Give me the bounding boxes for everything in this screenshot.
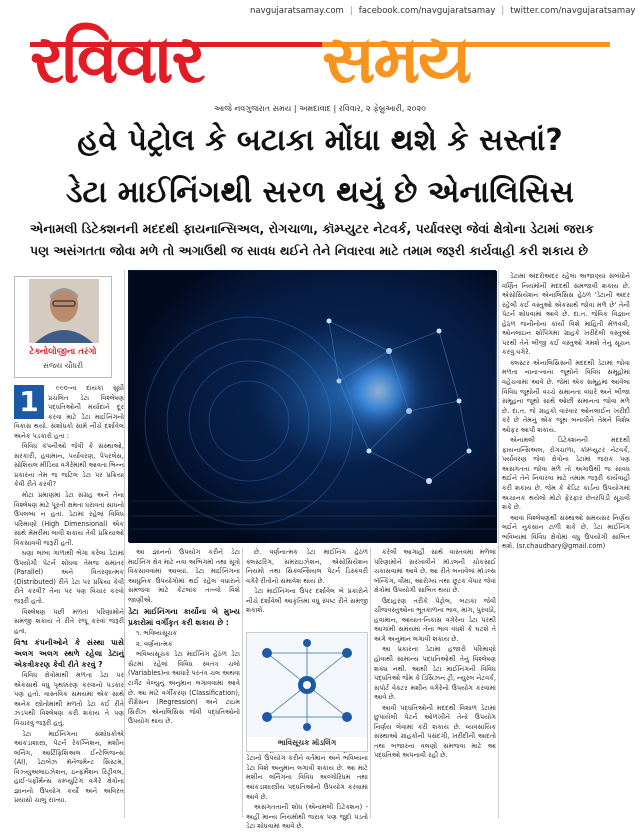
subheading: ડેટા માઈનિંગના કાર્યોના બે મુખ્ય પ્રકારોમાં વર્ગીકૃત કરી શકાય છે : — [128, 607, 240, 628]
list-item: ૧. ભવિષ્યસૂચક — [136, 629, 178, 638]
top-links-bar — [250, 4, 636, 18]
separator: | — [501, 6, 505, 16]
network-icon — [247, 633, 367, 737]
paragraph: આ જ્ઞાનનો ઉપયોગ કરીને ડેટા માઈનિંગ ક્ષેત્ર માટે નવા અભિગમો તથા સૂત્રો વિકસાવવામાં આવ્યાં. ડેટા માઈનિંગના આધુનિક ઉપયોગોમાં થઈ રહેલ વધારાને સમજવા માટે કેટલાંક તત્ત્વો વિશે જાણીએ. — [128, 548, 240, 604]
paragraph: વિવિધ કંપનીઓ જેવી કે સંસ્થાઓ, સરકારી, હવામાન, પર્યાવરણ, પેપરલેસ, સોશિયલ મીડિયા વગેરેમાંથી આવતા ભિન્ન પ્રકારના તેમ જ જટિલ ડેટા પર પ્રક્રિયા કેવી રીતે કરવી? — [14, 442, 125, 489]
paragraph: ડેટાનો ઉપયોગ કરીને વર્તમાન અને ભવિષ્યના ડેટા વિશે અનુમાન લગાવી શકાય છે. આ માટે મશીન લર્નિંગના વિવિધ અલ્ગોરિધમ તથા આંકડાશાસ્ત્રીય પદ્ધતિઓનો ઉપયોગ કરવામાં આવે છે. — [246, 754, 368, 801]
paragraph: વિશ્લેષણ પછી મળતાં પરિણામોને સમજી શકાય તે રીતે રજૂ કરવાં જરૂરી હતાં. — [14, 607, 124, 635]
dateline: આજે નવગુજરાત સમય | અમદાવાદ | રવિવાર, ૨ ફેબ્રુઆરી, ૨૦૨૦ — [214, 104, 426, 113]
column-rule — [498, 270, 499, 818]
digital-brain-illustration — [129, 271, 497, 543]
drop-cap: 1 — [14, 385, 44, 419]
site-link[interactable]: navgujaratsamay.com — [250, 6, 344, 16]
paragraph: છે. વર્ણનાત્મક ડેટા માઈનિંગ હેઠળ ક્લસ્ટરિંગ, સમરાઇઝેશન, એસોસિયેશન નિયમો તથા સિક્વન્સિયલ પેટર્ન ડિસ્કવરી વગેરે રીતોનો સમાવેશ થાય છે. — [246, 548, 368, 585]
author-avatar — [29, 279, 99, 343]
paragraph: ક્લસ્ટર એનાલિસિસની મદદથી ડેટામાં જોવા મળતા નાના-નાના જૂથોને વિવિધ સમૂહોમાં વહેંચવામાં આવે છે. જેમાં એક સમૂહમાં આવેલા વિવિધ જૂથોની વચ્ચે સમાનતા વધારે અને બીજા સમૂહના જૂથો સાથે ઓછી સમાનતા જોવા મળે છે. દા.ત. જે ગ્રાહકો વારંવાર ઓનલાઈન ખરીદી કરે છે તેમનું એક જૂથ બનાવીને તેમને વિશેષ ઓફર આપી શકાય. — [502, 358, 630, 434]
column-rule — [370, 548, 371, 818]
separator: | — [349, 6, 353, 16]
article-column-2 — [128, 548, 240, 816]
inset-image — [247, 633, 367, 737]
paragraph: ભવિષ્યસૂચક ડેટા માઈનિંગ હેઠળ ડેટા સેટમાં રહેલાં વિવિધ સ્વતંત્ર ચલો (Variables)ના આધારે પરતંત્ર ચલ અથવા ટાર્ગેટ વેલ્યુનું અનુમાન લગાવવામાં આવે છે. આ માટે વર્ગીકરણ (Classification), રીગ્રેસન (Regression) અને ટાઇમ સિરીઝ એનાલિસિસ જેવી પદ્ધતિઓનો ઉપયોગ થાય છે. — [128, 650, 240, 726]
paragraph: અસંગતતાની શોધ (એનામલી ડિટેક્શન) - અહીં માન્ય નિયમોથી જરાક પણ જુદો પડતો ડેટા શોધવામાં આવે છે. — [246, 803, 368, 831]
deck-summary: એનામલી ડિટેક્શનની મદદથી ફાયનાન્સિઅલ, રોગચાળા, કૉમ્પ્યુટર નેટવર્ક, પર્યાવરણ જેવાં ક્ષેત્રોના ડેટામાં જરાક પણ અસંગતતા જોવા મળે તો અગાઉથી જ સાવધ થઈને તેને નિવારવા માટે તમામ જરૂરી કાર્યવાહી કરી શકાય છે — [30, 221, 594, 258]
masthead — [30, 20, 610, 102]
paragraph: એનામલી ડિટેક્શનની મદદથી ફાયનાન્સિઅલ, રોગચાળા, કૉમ્પ્યુટર નેટવર્ક, પર્યાવરણ જેવાં ક્ષેત્રોના ડેટામાં જરાક પણ અસંગતતા જોવા મળે તો અગાઉથી જ સાવધ થઈને તેને નિવારવા માટે તમામ જરૂરી કાર્યવાહી કરી શકાય છે. જેમ કે ક્રેડિટ કાર્ડના ઉપયોગમાં અચાનક થયેલો મોટો ફેરફાર છેતરપિંડી સૂચવી શકે છે. — [502, 436, 630, 512]
person-icon — [29, 279, 99, 343]
paragraph: ડેટા માઈનિંગના ઉપર દર્શાવેલ બે પ્રકારોને નીચે દર્શાવેલી આકૃતિમાં વધુ સ્પષ્ટ રીતે સમજી શકાશે. — [246, 587, 368, 615]
paragraph: ડેટા માઈનિંગના સંશોધકોએ આંકડાશાસ્ત્ર, પેટર્ન રેકગ્નિશન, મશીન લર્નિંગ, આર્ટિફિશિઅલ ઈન્ટેલિજન્સ (AI), ડેટાબેઝ મૅનેજમેન્ટ સિસ્ટમ, વિઝ્યુઅલાઇઝેશન, ઇન્ફર્મેશન રિટ્રીવલ, હાઈ-પર્ફોર્મન્સ કમ્પ્યુટિંગ વગેરે ક્ષેત્રોના જ્ઞાનનો ઉપયોગ કર્યો અને અવિરત પ્રયાસો ચાલુ રાખ્યા. — [14, 729, 124, 805]
twitter-link[interactable]: twitter.com/navgujaratsamay — [510, 6, 636, 16]
inset-caption: ભાવિસૂચક મૉડલિંગ — [277, 738, 337, 747]
paragraph: ઘણા લાંબા ગાળાથી ભેગા કરેલા ડેટામાં ઉપયોગી પેટર્ન શોધવા તેમજ સમાંતર (Parallel) અને વિતરણાત્મક (Distributed) રીતે ડેટા પર પ્રક્રિયા કેવી રીતે કરવી? તેના પર પણ વિચાર કરવો જરૂરી હતો. — [14, 549, 124, 606]
article-column-1 — [14, 384, 124, 816]
headline-secondary: ડેટા માઈનિંગથી સરળ થયું છે એનાલિસિસ — [66, 175, 574, 210]
facebook-link[interactable]: facebook.com/navgujaratsamay — [358, 6, 496, 16]
feature-photo — [128, 270, 496, 542]
headline-primary: હવે પેટ્રોલ કે બટાકા મોંઘા થશે કે સસ્તાં? — [77, 123, 563, 158]
article-column-4 — [374, 548, 496, 816]
paragraph: ૯૯૦-ના દાયકા સુધી પ્રચલિત ડેટા વિશ્લેષણ પદ્ધતિઓની મર્યાદાને દૂર કરવા માટે ડેટા માઈનિંગનો વિકાસ થયો. સંશોધકો સામે નીચે દર્શાવેલ અનેક પડકારો હતા : — [14, 384, 124, 440]
column-rule — [124, 270, 125, 818]
paragraph: વિવિધ ક્ષેત્રોમાંથી મળતા ડેટા પર એકસાથે વધુ પૃથક્કરણ કરવાનો પડકાર પણ હતો. વાસ્તવિક સમયમાં એક સાથે અનેક સ્ત્રોતોમાંથી મળતો ડેટા કઈ રીતે ઝડપથી વિશ્લેષણ કરી શકાય તે પણ વિચારવું જરૂરી હતું. — [14, 671, 124, 727]
paragraph: ડેટામાં અંદરોઅંદર રહેલા અજાણ્યા સંબંધોને વર્ણિત નિયમોની મદદથી સમજાવી શકાય છે. એસોસિયેશન એનાલિસિસ હેઠળ 'ડેટાની અંદર રહેલી કઈ વસ્તુઓ એકસાથે જોવા મળે છે' તેની પેટર્ન શોધવામાં આવે છે. દા.ત. જેવિક વિજ્ઞાન હેઠળ જનીનોનાં કાર્યો વિશે માહિતી મેળવવી, ઓનલાઇન શોપિંગમાં ગ્રાહકે ખરીદેલી વસ્તુઓ પરથી તેને બીજી કઈ વસ્તુઓ ગમશે તેનું સૂચન કરવું વગેરે. — [502, 272, 630, 357]
author-box — [14, 276, 112, 378]
paragraph: કરેલી આગાહી સાથે વાસ્તવમાં મળેલાં પરિણામોને સરખાવીને મૉડલની ચોકસાઈ ચકાસવામાં આવે છે. આ રીતે બનાવેલાં મૉડલ્સ બૅન્કિંગ, વીમા, આરોગ્ય તથા છૂટક વેપાર જેવાં ક્ષેત્રોમાં ઉપયોગી સાબિત થયાં છે. — [374, 548, 496, 595]
paragraph: આ પ્રકારના ડેટામાં હજારો પરિમાણો હોવાથી સામાન્ય પદ્ધતિઓથી તેનું વિશ્લેષણ શક્ય નથી. આથી ડેટા માઈનિંગની વિવિધ પદ્ધતિઓ જેમ કે ડિસિઝન ટ્રી, ન્યુરલ નેટવર્ક, સપોર્ટ વેક્ટર મશીન વગેરેનો ઉપયોગ કરવામાં આવે છે. — [374, 645, 496, 702]
predictive-modeling-figure — [246, 632, 368, 752]
article-column-5 — [502, 272, 630, 817]
author-name: સંજય ચૌધરી — [42, 361, 84, 370]
column-rule — [242, 548, 243, 818]
paragraph: મોટા પ્રમાણમાં ડેટા સંગ્રહ અને તેના વિશ્લેષણ માટે પૂરતી ક્ષમતા ધરાવતાં સાધનો ઉપલબ્ધ ન હતાં. ડેટામાં રહેલાં વિવિધ પરિમાણો (High Dimensional) એક સાથે મેમરીમાં લાવી શકાય તેવી પ્રક્રિયાઓ વિકસાવવી જરૂરી હતી. — [14, 491, 124, 547]
list-item: ૨. વર્ણનાત્મક — [136, 639, 173, 648]
paragraph: ઉદાહરણ તરીકે પેટ્રોલ, બટાકા જેવી ચીજવસ્તુઓના ભૂતકાળના ભાવ, માંગ, પુરવઠો, હવામાન, આયાત-નિકાસ વગેરેના ડેટા પરથી આગામી સમયમાં તેના ભાવ વધશે કે ઘટશે તે અંગે અનુમાન લગાવી શકાય છે. — [374, 596, 496, 643]
subheading: વિશ્વ કંપનીઓને કે સંસ્થા પાસે અલગ અલગ સ્થળે રહેલા ડેટાનું એકત્રીકરણ કેવી રીતે કરવું ? — [14, 638, 124, 670]
masthead-title-part2: સમય — [322, 21, 471, 98]
paragraph: આવા વિશ્લેષણથી સંસ્થાઓ સમયસર નિર્ણય લઈને નુકસાન ટાળી શકે છે. ડેટા માઈનિંગ ભવિષ્યમાં વિવિધ ક્ષેત્રોમાં વધુ ઉપયોગી સાબિત થશે. (sr.chaudhary@gmail.com) — [502, 513, 630, 551]
paragraph: આવી પદ્ધતિઓની મદદથી વિશાળ ડેટામાં છુપાયેલી પેટર્ન ઓળખીને તેનો ઉપયોગ નિર્ણય લેવામાં કરી શકાય છે. વ્યવસાયિક સંસ્થાઓ ગ્રાહકોની પસંદગી, ખરીદીની આદતો તથા બજારના વલણો સમજવા માટે આ પદ્ધતિઓ અપનાવી રહી છે. — [374, 703, 496, 760]
masthead-title-part1: રવિવાર — [30, 21, 204, 98]
column-title: ટેક્નોલોજીના તરંગો — [29, 347, 97, 357]
